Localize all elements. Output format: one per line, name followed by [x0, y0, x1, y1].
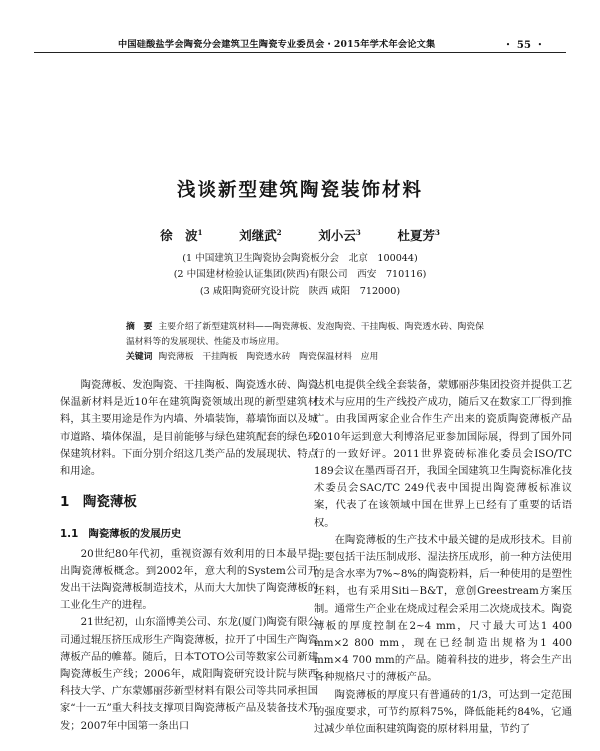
abstract-text: 主要介绍了新型建筑材料——陶瓷薄板、发泡陶瓷、干挂陶板、陶瓷透水砖、陶瓷保温材料等的发展现状、性能及市场应用。 [126, 322, 484, 347]
header-rule [34, 52, 566, 53]
body-paragraph: 陶瓷薄板的厚度只有普通砖的1/3，可达到一定范围的强度要求，可节约原料75%，降低能耗约84%，它通过减少单位面积建筑陶瓷的原材料用量，节约了 [314, 688, 572, 736]
running-title: 中国硅酸盐学会陶瓷分会建筑卫生陶瓷专业委员会・2015年学术年会论文集 [118, 39, 436, 50]
body-paragraph: 21世纪初，山东淄博美公司、东龙(厦门)陶瓷有限公司通过辊压挤压成形生产陶瓷薄板，拉开了中国生产陶瓷薄板产品的帷幕。随后，日本TOTO公司等数家公司新建陶瓷薄板生产线；2006年，咸阳陶瓷研究设计院与陕西科技大学、广东蒙娜丽莎新型材料有限公司等共同承担国家“十一五”重大科技支撑项目陶瓷薄板产品及装备技术开发；2007年中国第一条出口 [60, 616, 318, 732]
paper-title: 浅谈新型建筑陶瓷装饰材料 [176, 180, 423, 201]
subsection-heading: 1.1 陶瓷薄板的发展历史 [60, 528, 182, 541]
affiliation-2: (2 中国建材检验认证集团(陕西)有限公司 西安 710116) [173, 269, 427, 280]
abstract-block [126, 320, 486, 365]
keywords-label: 关键词 [126, 352, 153, 362]
page-number: ・ 55 ・ [503, 40, 546, 51]
author-name: 刘继武 [239, 228, 277, 243]
intro-paragraph: 陶瓷薄板、发泡陶瓷、干挂陶板、陶瓷透水砖、陶瓷保温新材料是近10年在建筑陶瓷领域出现的新型建筑材料，其主要用途是作为内墙、外墙装饰，幕墙饰面以及城市道路、墙体保温，是目前能够与绿色建筑配套的绿色环保建筑材料。下面分别介绍这几类产品的发展现状、特点和用途。 [60, 379, 318, 478]
section-heading: 1 陶瓷薄板 [60, 494, 137, 511]
abstract [126, 320, 486, 350]
right-column [314, 377, 572, 738]
body-paragraph: 达机电提供全线全套装备，蒙娜丽莎集团投资并提供工艺技术与应用的生产线投产成功，随后又在数家工厂得到推广。由我国两家企业合作生产出来的瓷质陶瓷薄板产品2010年运到意大利博洛尼亚参加国际展，得到了国外同行的一致好评。2011世界瓷砖标准化委员会ISO/TC 189会议在墨西哥召开，我国全国建筑卫生陶瓷标准化技术委员会SAC/TC 249代表中国提出陶瓷薄板标准议案，代表了在该领域中国在世界上已经有了重要的话语权。 [314, 379, 572, 529]
running-header [0, 35, 600, 51]
author-list [0, 226, 600, 244]
affiliation-1: (1 中国建筑卫生陶瓷协会陶瓷板分会 北京 100044) [182, 253, 418, 264]
affiliation-3: (3 咸阳陶瓷研究设计院 陕西 咸阳 712000) [199, 286, 401, 297]
author-affiliation-mark: 2 [276, 227, 282, 237]
body-paragraph: 20世纪80年代初，重视资源有效利用的日本最早提出陶瓷薄板概念。到2002年，意大利的System公司开发出干法陶瓷薄板制造技术，从而大大加快了陶瓷薄板的工业化生产的进程。 [60, 547, 318, 612]
abstract-label: 摘 要 [126, 322, 153, 332]
author-affiliation-mark: 3 [435, 227, 440, 237]
body-paragraph: 在陶瓷薄板的生产技术中最关键的是成形技术。目前主要包括干法压制成形、湿法挤压成形，前一种方法使用的是含水率为7%~8%的陶瓷粉料，后一种使用的是塑性坯料，也有采用Siti－B&T，意创Greestream方案压制。通常生产企业在烧成过程会采用二次烧成技术。陶瓷薄板的厚度控制在2~4 mm，尺寸最大可达1 400 mm×2 800 mm，现在已经制造出规格为1 400 mm×4 700 mm的产品。随着科技的进步，将会生产出各种规格尺寸的薄板产品。 [314, 533, 572, 684]
author-name: 杜夏芳 [397, 228, 436, 243]
author-name: 刘小云 [318, 228, 356, 243]
left-column [60, 377, 318, 735]
keywords-text: 陶瓷薄板 干挂陶板 陶瓷透水砖 陶瓷保温材料 应用 [158, 352, 379, 362]
keywords [126, 350, 486, 365]
author-name: 徐 波 [160, 228, 198, 243]
author-affiliation-mark: 1 [197, 227, 203, 237]
author-affiliation-mark: 3 [355, 227, 361, 237]
